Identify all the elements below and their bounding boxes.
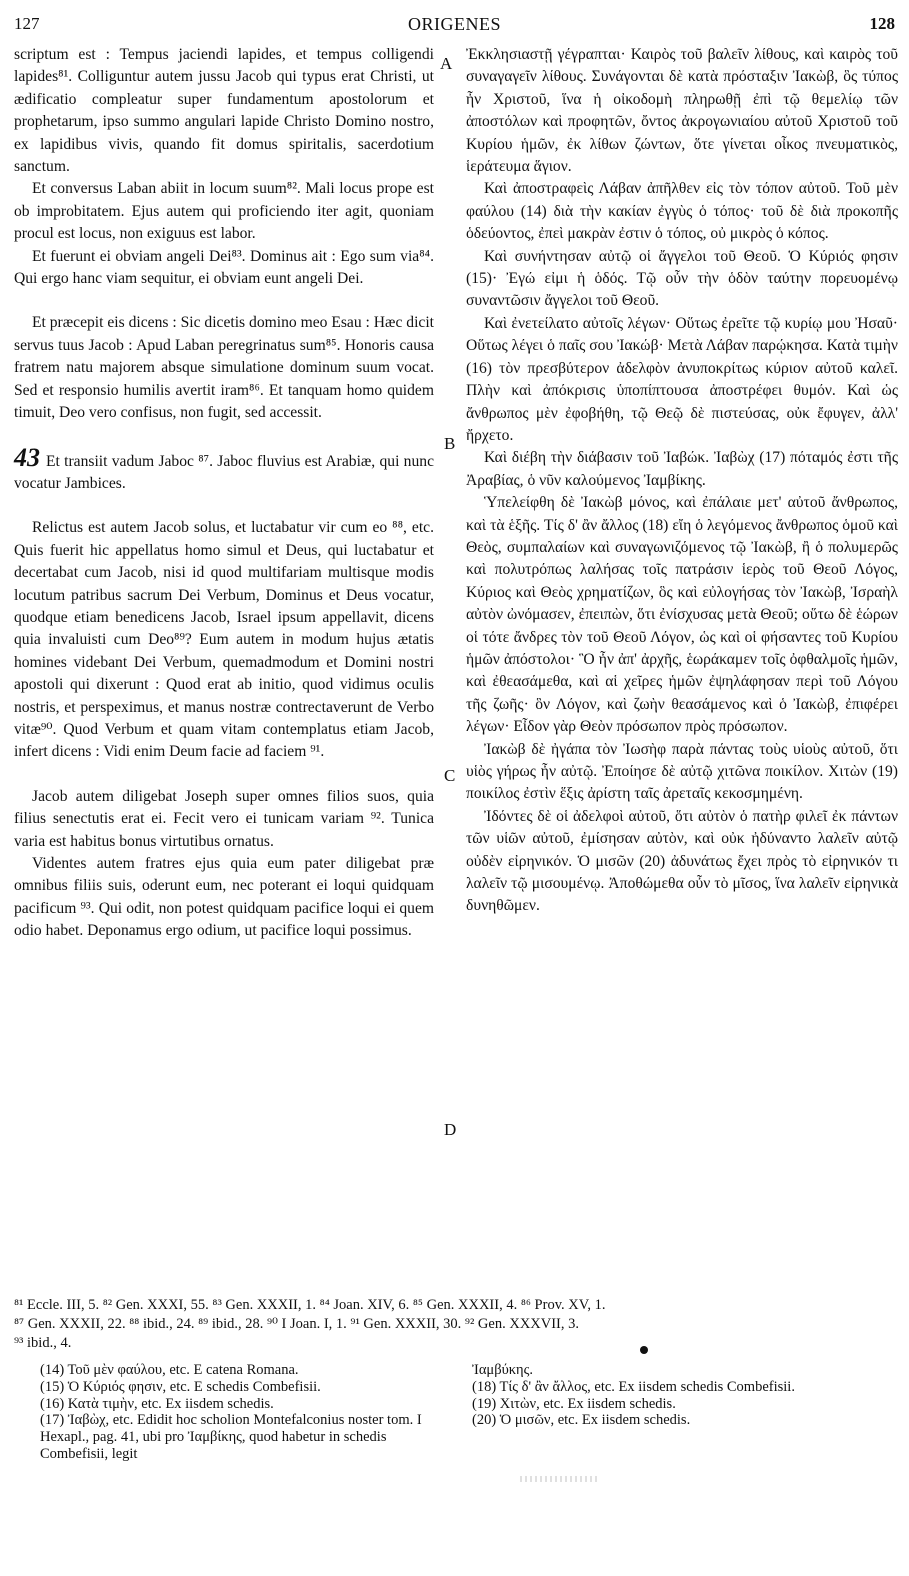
scholion-note: (19) Χιτὼν, etc. Ex iisdem schedis. <box>472 1395 676 1412</box>
greek-paragraph: Ἐκκλησιαστῇ γέγραπται· Καιρὸς τοῦ βαλεῖν λίθους, καὶ καιρὸς τοῦ συναγαγεῖν λίθους. Συνάγονται δὲ κατὰ πρόσταξιν Ἰακὼβ, ὃς τύπος ἦν Χριστοῦ, ἵνα ἡ οἰκοδομὴ πληρωθῇ ἐπὶ τῷ θεμελίῳ τῶν ἀποστόλων καὶ προφητῶν, ὄντος ἀκρογωνιαίου αὐτοῦ Χριστοῦ τοῦ Κυρίου ἡμῶν, ἐκ λίθων ζώντων, ὅτε γίνεται οἶκος πνευματικὸς, ἱεράτευμα ἅγιον. <box>466 46 898 176</box>
greek-paragraph: Ἰακὼβ δὲ ἠγάπα τὸν Ἰωσὴφ παρὰ πάντας τοὺς υἱοὺς αὐτοῦ, ὅτι υἱὸς γήρως ἦν αὐτῷ. Ἐποίησε δὲ αὐτῷ χιτῶνα ποικίλον. Χιτὼν (19) ποικίλος ἐστὶν ἕξις ἀρίστη ταῖς ἀρεταῖς κεκοσμημένη. <box>466 740 898 803</box>
latin-paragraph: Jacob autem diligebat Joseph super omnes filios suos, quia filius senectutis erat ei. Fecit vero ei tunicam variam ⁹². Tunica varia est habitus bonus virtutibus ornatus. <box>14 787 434 850</box>
scholion-note: (15) Ὁ Κύριός φησιν, etc. E schedis Combefisii. <box>40 1378 321 1395</box>
latin-paragraph: scriptum est : Tempus jaciendi lapides, et tempus colligendi lapides⁸¹. Colliguntur autem jussu Jacob qui typus erat Christi, ut ædificatio compleatur super fundamentum apostolorum et prophetarum, ipso summo angulari lapide Christo Domino nostro, ex lapidibus vivis, quando fit domus spiritalis, sacerdotium sanctum. <box>14 46 434 176</box>
greek-paragraph: Καὶ συνήντησαν αὐτῷ οἱ ἄγγελοι τοῦ Θεοῦ. Ὁ Κύριός φησιν (15)· Ἐγώ εἰμι ἡ ὁδός. Τῷ οὖν τὴν ὁδὸν ταύτην πορευομένῳ συναντῶσιν ἄγγελοι τοῦ Θεοῦ. <box>466 247 898 310</box>
scholia-notes-left <box>40 1362 440 1463</box>
running-header <box>14 8 895 44</box>
latin-paragraph <box>14 442 434 496</box>
margin-letter-a: A <box>440 54 453 73</box>
footnote-row: ⁹³ ibid., 4. <box>14 1335 72 1351</box>
greek-paragraph: Ἰδόντες δὲ οἱ ἀδελφοὶ αὐτοῦ, ὅτι αὐτὸν ὁ πατὴρ φιλεῖ ἐκ πάντων τῶν υἱῶν αὐτοῦ, ἐμίσησαν αὐτὸν, καὶ οὐκ ἠδύναντο λαλεῖν αὐτῷ οὐδὲν εἰρηνικόν. Ὁ μισῶν (20) ἀδυνάτως ἔχει πρὸς τὸ εἰρηνικόν τι λαλεῖν τῷ μισουμένῳ. Ἀποθώμεθα οὖν τὸ μῖσος, ἵνα λαλεῖν εἰρηνικὰ δυνηθῶμεν. <box>466 807 898 915</box>
print-smudge <box>520 1476 600 1482</box>
page-title: ORIGENES <box>408 14 501 34</box>
scholion-note: (16) Κατὰ τιμὴν, etc. Ex iisdem schedis. <box>40 1395 274 1412</box>
scholion-note: (18) Τίς δ' ἂν ἄλλος, etc. Ex iisdem schedis Combefisii. <box>472 1378 795 1395</box>
greek-paragraph: Καὶ ἐνετείλατο αὐτοῖς λέγων· Οὕτως ἐρεῖτε τῷ κυρίῳ μου Ἠσαῦ· Οὕτως λέγει ὁ παῖς σου Ἰακώβ· Μετὰ Λάβαν παρῴκησα. Κατὰ τιμὴν (16) τὸν πρεσβύτερον ἀδελφὸν ἀνυποκρίτως κύριον αὐτοῦ καλεῖ. Πλὴν καὶ ἀπόκρισις ὑποπίπτουσα ἀποστρέφει θυμόν. Καὶ ὡς ἄνθρωπος μὲν ἐφοβήθη, τῷ Θεῷ δὲ πιστεύσας, οὐκ ἔφυγεν, ἀλλ' ἤρχετο. <box>466 314 898 444</box>
latin-paragraph-text: Et transiit vadum Jaboc ⁸⁷. Jaboc fluvius est Arabiæ, qui nunc vocatur Jambices. <box>14 452 434 492</box>
greek-paragraph: Καὶ διέβη τὴν διάβασιν τοῦ Ἰαβώκ. Ἰαβὼχ (17) πόταμός ἐστι τῆς Ἀραβίας, ὁ νῦν καλούμενος Ἰαμβίκης. <box>466 449 898 489</box>
latin-paragraph: Relictus est autem Jacob solus, et luctabatur vir cum eo ⁸⁸, etc. Quis fuerit hic appellatus homo simul et Deus, qui luctabatur et decertabat cum Jacob, nisi id quod multifariam multisque modis locutum patribus sacrum Dei Verbum, Dominus et Deus vocatur, quodque etiam benedicens Jacob, Israel ipsum appellavit, dicens quia invaluisti cum Deo⁸⁹? Eum autem in modum hujus ætatis homines videbant Dei Verbum, quemadmodum et Domini nostri apostoli qui dixerunt : Quod erat ab initio, quod vidimus oculis nostris, et perspeximus, et manus nostræ contrectaverunt de Verbo vitæ⁹⁰. Quod Verbum et quam vitam contemplatus etiam Jacob, infert dicens : Vidi enim Deum facie ad faciem ⁹¹. <box>14 519 434 761</box>
page-number-right: 128 <box>869 14 895 33</box>
latin-column <box>14 44 434 943</box>
page-number-left: 127 <box>14 14 40 33</box>
footnotes <box>14 1296 894 1353</box>
scholion-note: (17) Ἰαβὼχ, etc. Edidit hoc scholion Montefalconius noster tom. I Hexapl., pag. 41, ubi pro Ἰαμβίκης, quod habetur in schedis Combefisii, legit <box>40 1412 422 1462</box>
scholion-note: (20) Ὁ μισῶν, etc. Ex iisdem schedis. <box>472 1412 691 1429</box>
latin-paragraph: Et conversus Laban abiit in locum suum⁸². Mali locus prope est ob improbitatem. Ejus autem qui proficiendo iter agit, quoniam procul est locus, non exiguus est labor. <box>14 180 434 243</box>
latin-paragraph: Et præcepit eis dicens : Sic dicetis domino meo Esau : Hæc dicit servus tuus Jacob : Apud Laban peregrinatus sum⁸⁵. Honoris causa fratrem natu majorem absque simulatione dominum suum vocat. Sed et responsio humilis avertit iram⁸⁶. Et tanquam homo quidem timuit, Deo vero confisus, non fugit, sed accessit. <box>14 314 434 422</box>
greek-column <box>466 44 898 918</box>
margin-letter-c: C <box>444 766 456 785</box>
ink-dot <box>640 1346 648 1354</box>
scholion-note: Ἰαμβύκης. <box>472 1362 534 1378</box>
footnote-row: ⁸¹ Eccle. III, 5. ⁸² Gen. XXXI, 55. ⁸³ Gen. XXXII, 1. ⁸⁴ Joan. XIV, 6. ⁸⁵ Gen. XXXII, 4. ⁸⁶ Prov. XV, 1. <box>14 1297 606 1313</box>
latin-paragraph: Et fuerunt ei obviam angeli Dei⁸³. Dominus ait : Ego sum via⁸⁴. Qui ergo hanc viam sequitur, ei obviam eunt angeli Dei. <box>14 247 434 288</box>
footnote-row: ⁸⁷ Gen. XXXII, 22. ⁸⁸ ibid., 24. ⁸⁹ ibid., 28. ⁹⁰ I Joan. I, 1. ⁹¹ Gen. XXXII, 30. ⁹² Gen. XXXVII, 3. <box>14 1316 580 1332</box>
scholia-notes-right <box>472 1362 892 1429</box>
scholion-note: (14) Τοῦ μὲν φαύλου, etc. E catena Romana. <box>40 1362 299 1378</box>
greek-paragraph: Καὶ ἀποστραφεὶς Λάβαν ἀπῆλθεν εἰς τὸν τόπον αὐτοῦ. Τοῦ μὲν φαύλου (14) διὰ τὴν κακίαν ἐγγὺς ὁ τόπος· τοῦ δὲ διὰ προκοπῆς ὁδεύοντος, ἐπεὶ μακρὰν ἐστιν ὁ τόπος, οὐ μικρὸς ὁ κόπος. <box>466 180 898 243</box>
section-number: 43 <box>14 442 40 472</box>
greek-paragraph: Ὑπελείφθη δὲ Ἰακὼβ μόνος, καὶ ἐπάλαιε μετ' αὐτοῦ ἄνθρωπος, καὶ τὰ ἑξῆς. Τίς δ' ἂν ἄλλος (18) εἴη ὁ λεγόμενος ἄνθρωπος ὁμοῦ καὶ Θεὸς, συμπαλαίων καὶ συναγωνιζόμενος τῷ Ἰακὼβ, ἢ ὁ πολυμερῶς καὶ πολυτρόπως λαλήσας τοῖς πατράσιν ἱερὸς τοῦ Θεοῦ Λόγος, Κύριος καὶ Θεὸς χρηματίζων, ὃς καὶ εὐλογήσας τὸν Ἰακὼβ, Ἰσραὴλ αὐτὸν ὠνόμασεν, ἐπειπὼν, ὅτι ἐνίσχυσας μετὰ Θεοῦ; οὕτω δὲ ἑώρων οἱ τότε ἄνδρες τὸν τοῦ Θεοῦ Λόγον, ὡς καὶ οἱ φήσαντες τοῦ Κυρίου ἡμῶν ἀπόστολοι· Ὃ ἦν ἀπ' ἀρχῆς, ἑωράκαμεν τοῖς ὀφθαλμοῖς ἡμῶν, καὶ ἐθεασάμεθα, καὶ αἱ χεῖρες ἡμῶν ἐψηλάφησαν περὶ τοῦ Λόγου τῆς ζωῆς· ὃν Λόγον, καὶ ζωὴν θεασάμενος καὶ ὁ Ἰακὼβ, ἐπιφέρει λέγων· Εἶδον γὰρ Θεὸν πρόσωπον πρὸς πρόσωπον. <box>466 494 898 736</box>
margin-letter-d: D <box>444 1120 457 1139</box>
margin-letter-b: B <box>444 434 456 453</box>
latin-paragraph: Videntes autem fratres ejus quia eum pater diligebat præ omnibus filiis suis, oderunt eum, nec poterant ei loqui quidquam pacificum ⁹³. Qui odit, non potest quidquam pacifice loqui ei quem odio habet. Deponamus ergo odium, ut pacifice loqui possimus. <box>14 855 434 940</box>
